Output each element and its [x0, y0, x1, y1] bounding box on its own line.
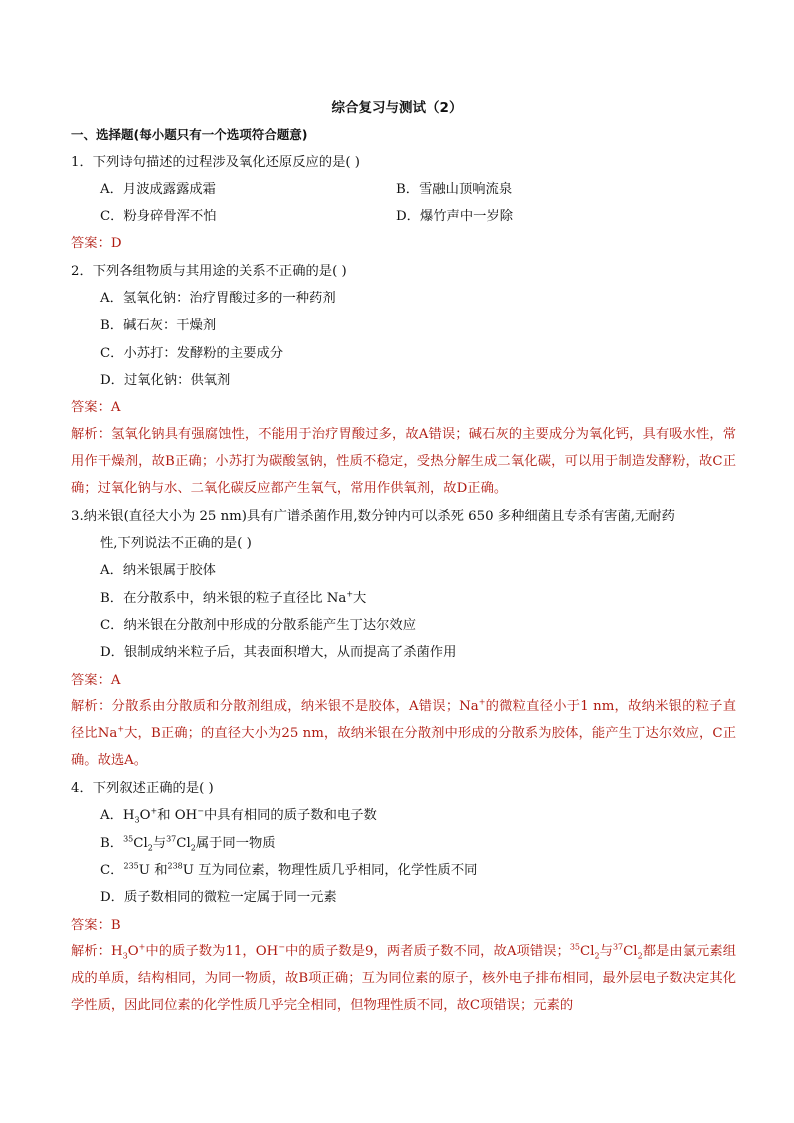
option-text: Cl — [133, 836, 148, 851]
option-text: Cl — [176, 836, 191, 851]
subscript: 2 — [594, 951, 600, 961]
question-1-option-a: A．月波成露露成霜 — [100, 182, 216, 197]
subscript: 2 — [190, 843, 196, 853]
section-heading: 一、选择题(每小题只有一个选项符合题意) — [71, 127, 308, 142]
analysis-text: Cl — [623, 944, 638, 959]
superscript: − — [197, 806, 204, 816]
analysis-text: Cl — [580, 944, 595, 959]
question-4-answer: 答案：B — [71, 918, 121, 933]
option-text: B． — [100, 836, 124, 851]
question-4-option-d: D．质子数相同的微粒一定属于同一元素 — [100, 890, 337, 905]
question-3-answer: 答案：A — [71, 673, 121, 688]
question-2-option-d: D．过氧化钠：供氧剂 — [100, 373, 231, 388]
analysis-text: 解析：分散系由分散质和分散剂组成，纳米银不是胶体，A错误；Na — [71, 699, 479, 714]
analysis-text: 都是由氯元素组成的单质，结构相同，为同一物质，故B项正确；互为同位素的原子，核外电子排布相同，最外层电子数决定其化学性质，因此同位素的化学性质几乎完全相同，但物理性质不同，故C项错误；元素的 — [71, 944, 737, 1013]
superscript: 238 — [167, 861, 183, 871]
question-2-analysis: 解析：氢氧化钠具有强腐蚀性，不能用于治疗胃酸过多，故A错误；碱石灰的主要成分为氧化钙，具有吸水性，常用作干燥剂，故B正确；小苏打为碳酸氢钠，性质不稳定，受热分解生成二氧化碳，可以用于制造发酵粉，故C正确；过氧化钠与水、二氧化碳反应都产生氧气，常用作供氧剂，故D正确。 — [71, 427, 736, 496]
superscript: + — [478, 697, 486, 707]
page-title: 综合复习与测试（2） — [331, 100, 463, 116]
question-3-option-b-text: B．在分散系中，纳米银的粒子直径比 Na — [100, 591, 347, 606]
option-text: U 互为同位素，物理性质几乎相同，化学性质不同 — [182, 863, 478, 878]
subscript: 3 — [122, 951, 128, 961]
superscript: + — [117, 724, 125, 734]
question-3-stem-line-1: 3.纳米银(直径大小为 25 nm)具有广谱杀菌作用,数分钟内可以杀死 650 多种细菌且专杀有害菌,无耐药 — [71, 509, 675, 524]
analysis-text: 与 — [599, 944, 613, 959]
question-1-stem: 1．下列诗句描述的过程涉及氧化还原反应的是( ) — [71, 155, 360, 170]
subscript: 2 — [637, 951, 643, 961]
analysis-text: 大，B正确；的直径大小为25 nm，故纳米银在分散剂中形成的分散系为胶体，能产生丁达尔效应，C正确。故选A。 — [71, 726, 737, 768]
analysis-text: 中的质子数是9，两者质子数不同，故A项错误； — [284, 944, 570, 959]
superscript: 35 — [569, 942, 581, 952]
option-text: A．H — [100, 808, 135, 823]
analysis-text: O — [127, 944, 139, 959]
option-text: C． — [100, 863, 124, 878]
analysis-text: 中的质子数为11，OH — [145, 944, 279, 959]
question-3-option-b — [100, 591, 736, 607]
superscript: − — [278, 942, 285, 952]
analysis-text: 解析：H — [71, 944, 123, 959]
question-4-analysis — [71, 938, 736, 1019]
question-3-option-c: C．纳米银在分散剂中形成的分散系能产生丁达尔效应 — [100, 618, 417, 633]
subscript: 2 — [147, 843, 153, 853]
question-2-answer: 答案：A — [71, 400, 121, 415]
question-3-option-a: A．纳米银属于胶体 — [100, 563, 216, 578]
option-text: 和 OH — [157, 808, 198, 823]
question-4-option-b — [100, 836, 736, 852]
question-1-option-b: B．雪融山顶响流泉 — [396, 182, 513, 197]
question-3-stem-line-2: 性,下列说法不正确的是( ) — [100, 536, 252, 551]
option-text: U 和 — [138, 863, 168, 878]
question-4-option-a — [100, 808, 736, 824]
question-2-option-c: C．小苏打：发酵粉的主要成分 — [100, 346, 284, 361]
option-text: O — [139, 808, 151, 823]
question-4-stem: 4．下列叙述正确的是( ) — [71, 781, 214, 796]
question-3-option-d: D．银制成纳米粒子后，其表面积增大，从而提高了杀菌作用 — [100, 645, 457, 660]
superscript: + — [138, 942, 146, 952]
option-text: 与 — [152, 836, 167, 851]
subscript: 3 — [134, 815, 140, 825]
option-text: 中具有相同的质子数和电子数 — [203, 808, 377, 823]
superscript: 35 — [123, 834, 134, 844]
superscript: + — [346, 589, 354, 599]
superscript: 37 — [166, 834, 177, 844]
analysis-text: 的微粒直径小于1 nm，故纳米银的粒子直径比Na — [71, 699, 736, 741]
superscript: + — [150, 806, 158, 816]
question-1-answer: 答案：D — [71, 236, 122, 251]
question-2-option-b: B．碱石灰：干燥剂 — [100, 318, 217, 333]
question-1-options-row-1 — [100, 182, 736, 198]
option-text: 属于同一物质 — [195, 836, 276, 851]
question-1-option-c: C．粉身碎骨浑不怕 — [100, 209, 217, 224]
superscript: 235 — [123, 861, 139, 871]
question-3-analysis — [71, 693, 736, 774]
question-2-option-a: A．氢氧化钠：治疗胃酸过多的一种药剂 — [100, 291, 336, 306]
question-3-option-b-tail: 大 — [353, 591, 367, 606]
question-4-option-c — [100, 863, 736, 879]
question-1-options-row-2 — [100, 209, 736, 225]
question-1-option-d: D．爆竹声中一岁除 — [396, 209, 514, 224]
superscript: 37 — [612, 942, 624, 952]
question-2-stem: 2．下列各组物质与其用途的关系不正确的是( ) — [71, 264, 347, 279]
